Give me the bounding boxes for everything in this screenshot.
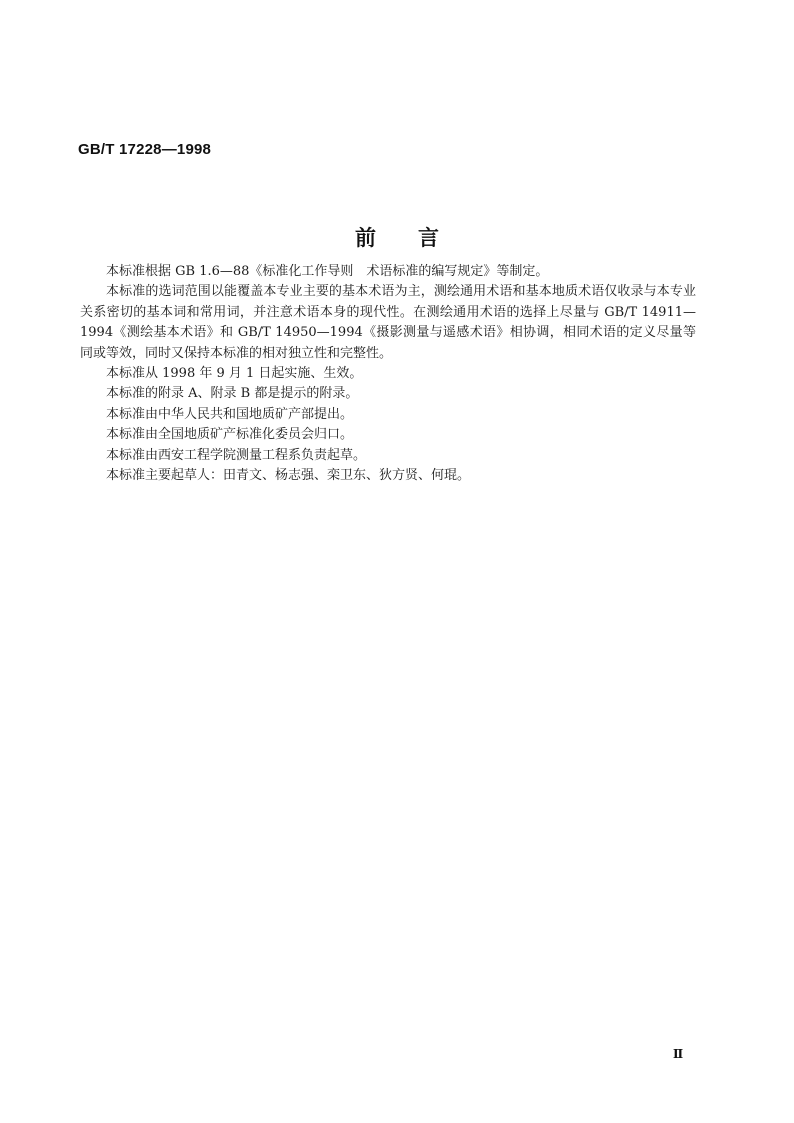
paragraph-scope: 本标准的选词范围以能覆盖本专业主要的基本术语为主，测绘通用术语和基本地质术语仅收录与本专业关系密切的基本词和常用词，并注意术语本身的现代性。在测绘通用术语的选择上尽量与 GB/T 14911—1994《测绘基本术语》和 GB/T 14950—1994《摄影测量与遥感术语》相协调，相同术语的定义尽量等同或等效，同时又保持本标准的相对独立性和完整性。 [80,284,696,361]
preface-body [80,262,696,486]
paragraph-drafting-unit: 本标准由西安工程学院测量工程系负责起草。 [106,447,367,463]
page-number: Ⅱ [673,1047,684,1061]
paragraph-drafting-basis: 本标准根据 GB 1.6—88《标准化工作导则 术语标准的编写规定》等制定。 [106,264,549,279]
paragraph-administrator: 本标准由全国地质矿产标准化委员会归口。 [106,427,354,443]
standard-number: GB/T 17228—1998 [78,141,212,158]
paragraph-proposer: 本标准由中华人民共和国地质矿产部提出。 [106,406,354,422]
paragraph-effective-date: 本标准从 1998 年 9 月 1 日起实施、生效。 [106,366,363,382]
paragraph-appendices: 本标准的附录 A、附录 B 都是提示的附录。 [106,386,359,402]
page-title: 前言 [355,226,481,250]
paragraph-drafters: 本标准主要起草人：田青文、杨志强、栾卫东、狄方贤、何琨。 [106,468,471,484]
